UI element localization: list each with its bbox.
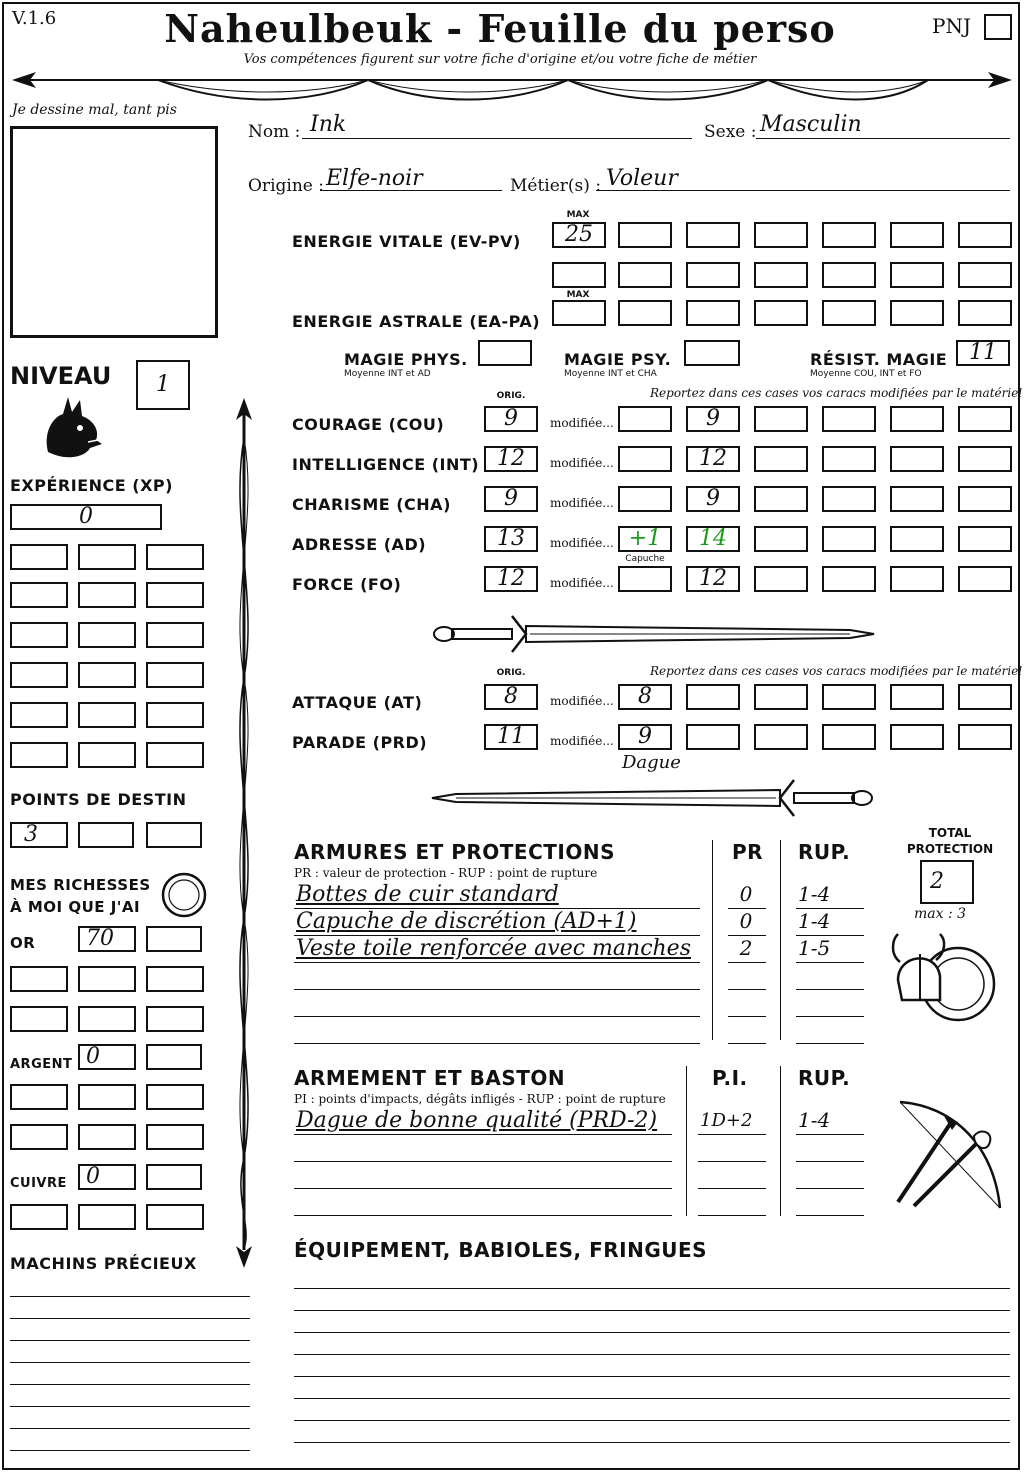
money-cell[interactable] (78, 1124, 136, 1150)
carac-extra-box[interactable] (890, 566, 944, 592)
portrait-caption: Je dessine mal, tant pis (12, 102, 177, 118)
magie-phys-label: MAGIE PHYS. (344, 350, 468, 369)
armure-pr-line (728, 989, 766, 990)
xp-cell[interactable] (10, 582, 68, 608)
destin-box-2[interactable] (78, 822, 134, 848)
energy-box[interactable] (686, 300, 740, 326)
money-cell[interactable] (146, 1006, 204, 1032)
equipement-line[interactable] (294, 1354, 1010, 1355)
carac-extra-box[interactable] (822, 486, 876, 512)
sexe-label: Sexe : (704, 122, 757, 142)
arme-pi-line (698, 1161, 766, 1162)
xp-cell[interactable] (146, 742, 204, 768)
money-cell[interactable] (10, 1204, 68, 1230)
energy-box[interactable] (890, 262, 944, 288)
sexe-value[interactable]: Masculin (760, 112, 862, 137)
arme-rup-line (796, 1134, 864, 1135)
armure-pr-line (728, 1043, 766, 1044)
carac-modifie-label: modifiée... (550, 576, 614, 590)
carac-extra-box[interactable] (958, 446, 1012, 472)
carac-extra-box[interactable] (890, 486, 944, 512)
armure-rup-line (796, 1016, 864, 1017)
cuivre-box[interactable]: 0 (78, 1164, 136, 1190)
orig-label-combat: ORIG. (496, 668, 526, 678)
combat-note: Dague (622, 752, 681, 773)
page-title: Naheulbeuk - Feuille du perso (164, 6, 836, 51)
combat-orig-box[interactable]: 11 (484, 724, 538, 750)
ea-max-box[interactable] (552, 300, 606, 326)
arme-pi[interactable]: 1D+2 (700, 1110, 753, 1131)
nom-label: Nom : (248, 122, 301, 142)
combat-extra-box[interactable] (890, 724, 944, 750)
helmet-shield-icon (888, 926, 998, 1032)
combat-modifie-label: modifiée... (550, 734, 614, 748)
argent-box[interactable]: 0 (78, 1044, 136, 1070)
armure-line (294, 962, 700, 963)
carac-extra-box[interactable] (822, 566, 876, 592)
ea-label: ENERGIE ASTRALE (EA-PA) (292, 312, 541, 331)
carac-value-box[interactable]: 9 (686, 406, 740, 432)
or-box[interactable]: 70 (78, 926, 136, 952)
xp-cell[interactable] (78, 702, 136, 728)
ev-label: ENERGIE VITALE (EV-PV) (292, 232, 521, 251)
machins-line[interactable] (10, 1384, 250, 1385)
money-cell[interactable] (146, 966, 204, 992)
equipement-line[interactable] (294, 1376, 1010, 1377)
niveau-label: NIVEAU (10, 362, 112, 390)
destin-box-3[interactable] (146, 822, 202, 848)
energy-box[interactable] (618, 300, 672, 326)
cuivre-box-2[interactable] (146, 1164, 202, 1190)
armure-pr[interactable]: 0 (739, 909, 753, 933)
equipement-title: ÉQUIPEMENT, BABIOLES, FRINGUES (294, 1238, 708, 1262)
spear-header-icon (8, 66, 1016, 102)
weapons-icon (884, 1096, 1008, 1220)
ea-max-label: MAX (566, 290, 590, 300)
arme-rup-line (796, 1215, 864, 1216)
xp-cell[interactable] (78, 622, 136, 648)
carac-extra-box[interactable] (958, 406, 1012, 432)
pnj-label: PNJ (932, 14, 971, 38)
machins-line[interactable] (10, 1450, 250, 1451)
ev-max-box[interactable]: 25 (552, 222, 606, 248)
arme-rup-line (796, 1188, 864, 1189)
carac-label: COURAGE (COU) (292, 415, 445, 434)
xp-cell[interactable] (10, 742, 68, 768)
money-cell[interactable] (78, 1084, 136, 1110)
armures-title: ARMURES ET PROTECTIONS (294, 840, 615, 864)
carac-extra-box[interactable] (890, 526, 944, 552)
armure-rup-line (796, 1043, 864, 1044)
machins-label: MACHINS PRÉCIEUX (10, 1254, 197, 1273)
combat-extra-box[interactable] (958, 684, 1012, 710)
carac-modifie-label: modifiée... (550, 536, 614, 550)
armure-rup[interactable]: 1-4 (798, 882, 831, 906)
magie-phys-box[interactable] (478, 340, 532, 366)
money-cell[interactable] (78, 966, 136, 992)
energy-box[interactable] (754, 262, 808, 288)
armures-col-pr: PR (732, 840, 764, 864)
arme-line (294, 1188, 672, 1189)
xp-cell[interactable] (10, 662, 68, 688)
machins-line[interactable] (10, 1428, 250, 1429)
portrait-box[interactable] (10, 126, 218, 338)
carac-label: CHARISME (CHA) (292, 495, 451, 514)
richesses-label-1: MES RICHESSES (10, 876, 151, 894)
energy-box[interactable] (822, 222, 876, 248)
carac-mod-box[interactable] (618, 566, 672, 592)
energy-box[interactable] (686, 262, 740, 288)
armement-col-rup: RUP. (798, 1066, 851, 1090)
machins-line[interactable] (10, 1340, 250, 1341)
energy-box[interactable] (754, 222, 808, 248)
carac-extra-box[interactable] (754, 526, 808, 552)
carac-value-box[interactable]: 9 (686, 486, 740, 512)
armure-rup-line (796, 989, 864, 990)
metier-label: Métier(s) : (510, 176, 602, 196)
energy-box[interactable] (890, 222, 944, 248)
armures-divider-1 (712, 840, 713, 1040)
xp-cell[interactable] (10, 622, 68, 648)
carac-extra-box[interactable] (754, 406, 808, 432)
origine-label: Origine : (248, 176, 324, 196)
carac-extra-box[interactable] (754, 566, 808, 592)
or-label: OR (10, 934, 36, 952)
money-cell[interactable] (10, 1084, 68, 1110)
armure-name[interactable]: Veste toile renforcée avec manches (296, 936, 691, 961)
armure-rup[interactable]: 1-4 (798, 909, 831, 933)
combat-value-box[interactable]: 8 (618, 684, 672, 710)
xp-cell[interactable] (78, 544, 136, 570)
dragon-head-icon (38, 392, 106, 464)
carac-extra-box[interactable] (958, 526, 1012, 552)
resist-magie-note: Moyenne COU, INT et FO (810, 369, 922, 379)
carac-orig-box[interactable]: 12 (484, 566, 538, 592)
armure-line (294, 1016, 700, 1017)
carac-extra-box[interactable] (958, 486, 1012, 512)
armement-col-pi: P.I. (712, 1066, 748, 1090)
energy-box[interactable] (890, 300, 944, 326)
carac-orig-box[interactable]: 12 (484, 446, 538, 472)
pnj-checkbox[interactable] (984, 14, 1012, 40)
machins-line[interactable] (10, 1296, 250, 1297)
resist-magie-label: RÉSIST. MAGIE (810, 350, 948, 369)
ev-max-label: MAX (566, 210, 590, 220)
carac-extra-box[interactable] (822, 446, 876, 472)
carac-extra-box[interactable] (890, 446, 944, 472)
xp-label: EXPÉRIENCE (XP) (10, 476, 173, 495)
combat-extra-box[interactable] (686, 684, 740, 710)
combat-value-box[interactable]: 9 (618, 724, 672, 750)
equipement-line[interactable] (294, 1310, 1010, 1311)
carac-orig-box[interactable]: 9 (484, 486, 538, 512)
machins-line[interactable] (10, 1362, 250, 1363)
armures-divider-2 (780, 840, 781, 1040)
richesses-label-2: À MOI QUE J'AI (10, 898, 141, 916)
money-cell[interactable] (78, 1006, 136, 1032)
carac-mod-box[interactable] (618, 486, 672, 512)
sword-icon-2 (430, 776, 876, 820)
arme-rup-line (796, 1161, 864, 1162)
xp-cell[interactable] (78, 662, 136, 688)
metier-line (596, 190, 1010, 191)
nom-value[interactable]: Ink (310, 112, 347, 137)
money-cell[interactable] (146, 1124, 204, 1150)
carac-value-box[interactable]: 12 (686, 446, 740, 472)
xp-cell[interactable] (10, 544, 68, 570)
xp-cell[interactable] (78, 742, 136, 768)
money-cell[interactable] (10, 1124, 68, 1150)
xp-cell[interactable] (146, 662, 204, 688)
money-cell[interactable] (146, 1204, 204, 1230)
energy-box[interactable] (618, 262, 672, 288)
total-label-2: PROTECTION (906, 842, 994, 856)
energy-box[interactable] (958, 222, 1012, 248)
equipement-line[interactable] (294, 1332, 1010, 1333)
resist-magie-box[interactable]: 11 (956, 340, 1010, 366)
combat-extra-box[interactable] (958, 724, 1012, 750)
carac-orig-box[interactable]: 13 (484, 526, 538, 552)
magie-psy-label: MAGIE PSY. (564, 350, 672, 369)
arme-rup[interactable]: 1-4 (798, 1108, 831, 1132)
metier-value[interactable]: Voleur (606, 166, 678, 191)
combat-extra-box[interactable] (686, 724, 740, 750)
origine-value[interactable]: Elfe-noir (326, 166, 423, 191)
armures-col-rup: RUP. (798, 840, 851, 864)
carac-mod-box[interactable] (618, 446, 672, 472)
magie-psy-note: Moyenne INT et CHA (564, 369, 657, 379)
armure-line (294, 989, 700, 990)
carac-mod-note: Capuche (625, 554, 665, 564)
machins-line[interactable] (10, 1318, 250, 1319)
report-note-combat: Reportez dans ces cases vos caracs modifiées par le matériel (650, 664, 1023, 678)
armure-rup-line (796, 962, 864, 963)
carac-modifie-label: modifiée... (550, 456, 614, 470)
carac-extra-box[interactable] (958, 566, 1012, 592)
armure-pr[interactable]: 0 (739, 882, 753, 906)
armure-pr-line (728, 1016, 766, 1017)
armure-name[interactable]: Capuche de discrétion (AD+1) (296, 909, 637, 934)
argent-label: ARGENT (10, 1057, 73, 1072)
or-box-2[interactable] (146, 926, 202, 952)
xp-cell[interactable] (146, 582, 204, 608)
combat-extra-box[interactable] (754, 684, 808, 710)
carac-mod-box[interactable]: +1 (618, 526, 672, 552)
equipement-line[interactable] (294, 1420, 1010, 1421)
page-subtitle: Vos compétences figurent sur votre fiche d'origine et/ou votre fiche de métier (243, 52, 757, 67)
energy-box[interactable] (958, 262, 1012, 288)
combat-extra-box[interactable] (890, 684, 944, 710)
carac-extra-box[interactable] (754, 446, 808, 472)
armure-rup[interactable]: 1-5 (798, 936, 831, 960)
argent-box-2[interactable] (146, 1044, 202, 1070)
vertical-spear-icon (224, 398, 264, 1268)
carac-modifie-label: modifiée... (550, 496, 614, 510)
machins-line[interactable] (10, 1406, 250, 1407)
xp-cell[interactable] (146, 544, 204, 570)
armure-line (294, 1043, 700, 1044)
arme-line (294, 1134, 672, 1135)
carac-orig-box[interactable]: 9 (484, 406, 538, 432)
combat-modifie-label: modifiée... (550, 694, 614, 708)
energy-box[interactable] (552, 262, 606, 288)
money-cell[interactable] (10, 966, 68, 992)
carac-modifie-label: modifiée... (550, 416, 614, 430)
combat-extra-box[interactable] (822, 684, 876, 710)
armure-pr[interactable]: 2 (739, 936, 753, 960)
total-protection-max: max : 3 (914, 906, 967, 922)
carac-value-box[interactable]: 14 (686, 526, 740, 552)
carac-extra-box[interactable] (822, 406, 876, 432)
niveau-box[interactable]: 1 (136, 360, 190, 410)
carac-extra-box[interactable] (822, 526, 876, 552)
version-label: V.1.6 (12, 8, 57, 29)
carac-mod-box[interactable] (618, 406, 672, 432)
destin-box-1[interactable]: 3 (10, 822, 68, 848)
energy-box[interactable] (958, 300, 1012, 326)
equipement-line[interactable] (294, 1288, 1010, 1289)
armement-note: PI : points d'impacts, dégâts infligés - RUP : point de rupture (294, 1092, 666, 1106)
xp-cell[interactable] (78, 582, 136, 608)
equipement-line[interactable] (294, 1442, 1010, 1443)
equipement-line[interactable] (294, 1398, 1010, 1399)
energy-box[interactable] (618, 222, 672, 248)
xp-cell[interactable] (146, 622, 204, 648)
armement-divider-2 (780, 1066, 781, 1216)
xp-box[interactable]: 0 (10, 504, 162, 530)
armement-title: ARMEMENT ET BASTON (294, 1066, 566, 1090)
energy-box[interactable] (686, 222, 740, 248)
sexe-line (756, 138, 1010, 139)
carac-value-box[interactable]: 12 (686, 566, 740, 592)
magie-phys-note: Moyenne INT et AD (344, 369, 431, 379)
origine-line (320, 190, 502, 191)
carac-extra-box[interactable] (754, 486, 808, 512)
coin-icon (160, 872, 208, 918)
combat-orig-box[interactable]: 8 (484, 684, 538, 710)
armement-divider-1 (686, 1066, 687, 1216)
armure-pr-line (728, 962, 766, 963)
money-cell[interactable] (146, 1084, 204, 1110)
orig-label-caracs: ORIG. (496, 391, 526, 401)
combat-extra-box[interactable] (754, 724, 808, 750)
carac-extra-box[interactable] (890, 406, 944, 432)
total-protection-box[interactable]: 2 (920, 860, 974, 904)
arme-pi-line (698, 1134, 766, 1135)
arme-pi-line (698, 1188, 766, 1189)
arme-pi-line (698, 1215, 766, 1216)
nom-line (302, 138, 692, 139)
energy-box[interactable] (822, 300, 876, 326)
arme-name[interactable]: Dague de bonne qualité (PRD-2) (296, 1108, 658, 1133)
energy-box[interactable] (822, 262, 876, 288)
combat-extra-box[interactable] (822, 724, 876, 750)
sword-icon (430, 612, 876, 656)
arme-line (294, 1161, 672, 1162)
carac-label: ADRESSE (AD) (292, 535, 427, 554)
money-cell[interactable] (10, 1006, 68, 1032)
destin-label: POINTS DE DESTIN (10, 790, 187, 809)
arme-line (294, 1215, 672, 1216)
combat-label: ATTAQUE (AT) (292, 693, 423, 712)
xp-cell[interactable] (10, 702, 68, 728)
carac-label: FORCE (FO) (292, 575, 402, 594)
total-label-1: TOTAL (928, 826, 972, 840)
carac-label: INTELLIGENCE (INT) (292, 455, 480, 474)
cuivre-label: CUIVRE (10, 1176, 67, 1191)
combat-label: PARADE (PRD) (292, 733, 428, 752)
xp-cell[interactable] (146, 702, 204, 728)
report-note-caracs: Reportez dans ces cases vos caracs modifiées par le matériel (650, 386, 1023, 400)
energy-box[interactable] (754, 300, 808, 326)
armure-name[interactable]: Bottes de cuir standard (296, 882, 559, 907)
magie-psy-box[interactable] (684, 340, 740, 366)
money-cell[interactable] (78, 1204, 136, 1230)
armures-note: PR : valeur de protection - RUP : point de rupture (294, 866, 598, 880)
